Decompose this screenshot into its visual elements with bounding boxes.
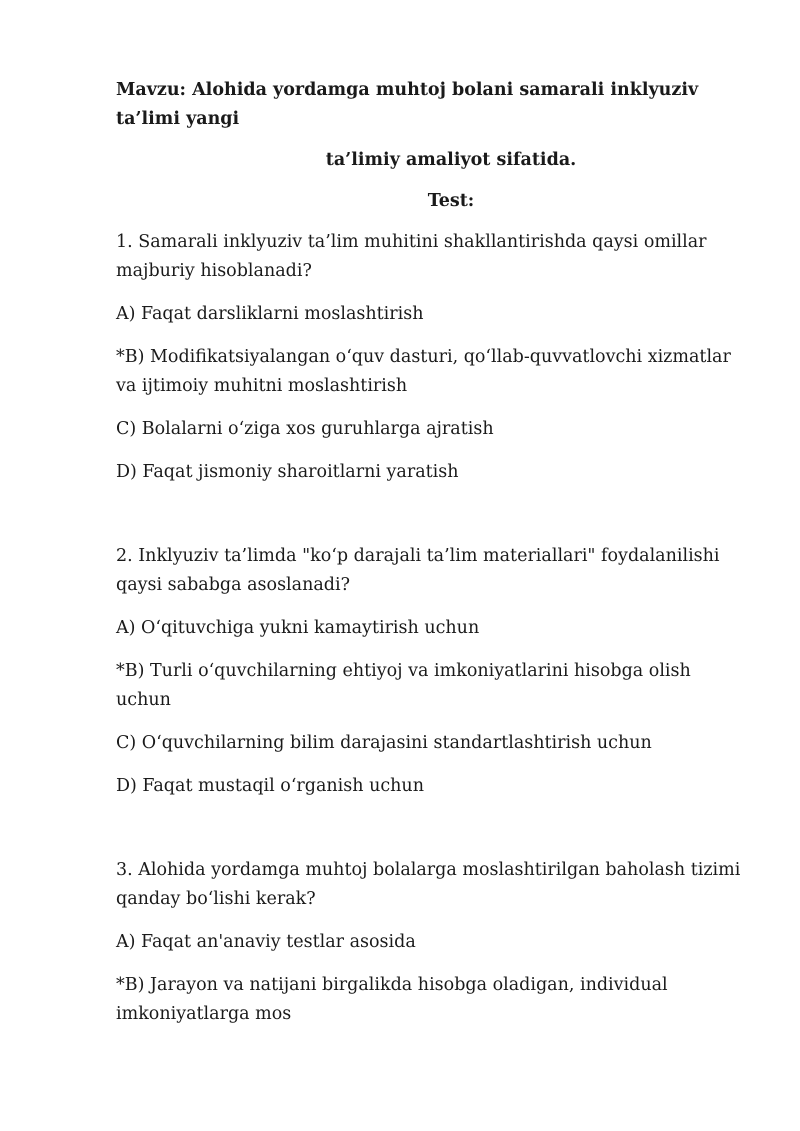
test-heading: Test: <box>427 191 475 211</box>
answer-option-d: D) Faqat jismoniy sharoitlarni yaratish <box>116 462 459 482</box>
question-3 <box>116 856 746 1029</box>
question-2 <box>116 542 746 801</box>
answer-option-b: *B) Modifikatsiyalangan o‘quv dasturi, qo‘llab-quvvatlovchi xizmatlar va ijtimoiy muhitni moslashtirish <box>116 347 731 396</box>
answer-option-c: C) Bolalarni o‘ziga xos guruhlarga ajratish <box>116 419 494 439</box>
answer-option-b: *B) Jarayon va natijani birgalikda hisobga oladigan, individual imkoniyatlarga mos <box>116 975 668 1024</box>
title-line-2: ta’limi yangi <box>116 109 240 129</box>
question-spacer <box>116 801 746 844</box>
question-text: 3. Alohida yordamga muhtoj bolalarga moslashtirilgan baholash tizimi qanday bo‘lishi kerak? <box>116 860 741 909</box>
document-title <box>116 76 746 134</box>
title-line-1: Mavzu: Alohida yordamga muhtoj bolani samarali inklyuziv <box>116 80 699 100</box>
answer-option-d: D) Faqat mustaqil o‘rganish uchun <box>116 776 424 796</box>
question-text: 2. Inklyuziv ta’limda "ko‘p darajali ta’lim materiallari" foydalanilishi qaysi sababga asoslanadi? <box>116 546 720 595</box>
answer-option-a: A) O‘qituvchiga yukni kamaytirish uchun <box>116 618 480 638</box>
answer-option-a: A) Faqat an'anaviy testlar asosida <box>116 932 416 952</box>
answer-option-b: *B) Turli o‘quvchilarning ehtiyoj va imkoniyatlarini hisobga olish uchun <box>116 661 691 710</box>
document-subtitle: ta’limiy amaliyot sifatida. <box>325 150 577 170</box>
question-spacer <box>116 487 746 530</box>
question-1 <box>116 228 746 487</box>
question-text: 1. Samarali inklyuziv ta’lim muhitini shakllantirishda qaysi omillar majburiy hisoblanadi? <box>116 232 707 281</box>
answer-option-a: A) Faqat darsliklarni moslashtirish <box>116 304 424 324</box>
document-page <box>116 76 746 1029</box>
answer-option-c: C) O‘quvchilarning bilim darajasini standartlashtirish uchun <box>116 733 652 753</box>
